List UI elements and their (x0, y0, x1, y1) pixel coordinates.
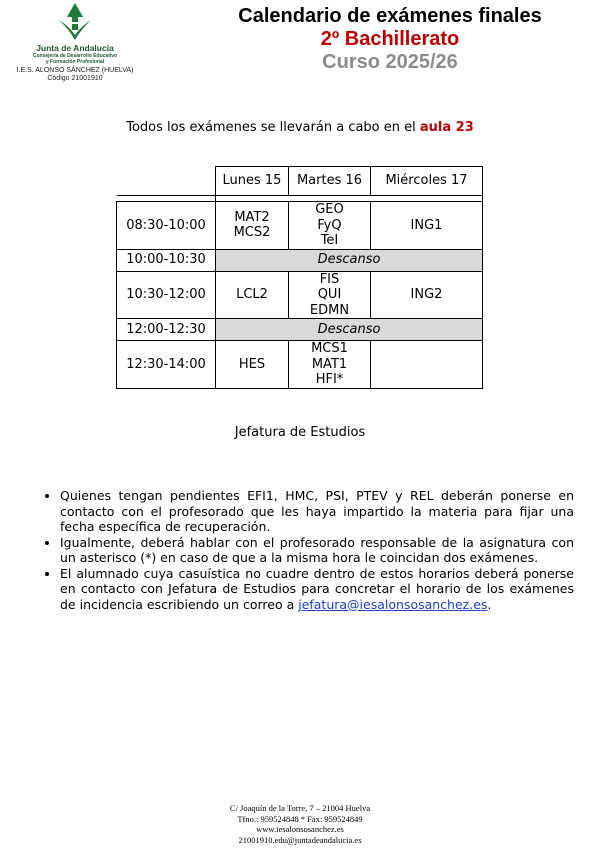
exam-cell (216, 202, 289, 250)
exam-subject: EDMN (309, 302, 350, 318)
table-row (117, 341, 483, 389)
exam-cell-empty (371, 341, 483, 389)
exam-cell (289, 271, 371, 319)
exam-subject: LCL2 (236, 287, 268, 302)
title-block (190, 4, 590, 74)
time-slot: 12:30-14:00 (117, 341, 216, 389)
exam-subject: MCS2 (233, 225, 271, 241)
note-end: . (487, 596, 492, 612)
notes-list (36, 488, 574, 612)
junta-andalucia-logo-icon (55, 2, 95, 42)
time-slot: 08:30-10:00 (117, 202, 216, 250)
footer-website: www.iesalonsosanchez.es (256, 824, 344, 834)
exam-cell (216, 271, 289, 319)
school-name: I.E.S. ALONSO SÁNCHEZ (HUELVA) (16, 67, 134, 74)
page-title: Calendario de exámenes finales (238, 5, 542, 27)
table-row-break (117, 249, 483, 271)
page-subtitle-year: Curso 2025/26 (322, 51, 458, 73)
day-header: Miércoles 17 (371, 167, 483, 196)
note-text: El alumnado cuya casuística no cuadre dentro de estos horarios deberá ponerse en contacto con Jefatura de Estudios para concretar el horario de los exámenes de incidencia escribiendo un correo a (60, 565, 574, 612)
notice-text: Todos los exámenes se llevarán a cabo en el (126, 120, 420, 135)
exam-subject: HES (238, 356, 266, 372)
exam-subject: MAT1 (311, 356, 348, 372)
break-label: Descanso (216, 249, 483, 271)
exam-subject: GEO (315, 202, 344, 217)
exam-cell (216, 341, 289, 389)
note-item: • Quienes tengan pendientes EFI1, HMC, PSI, PTEV y REL deberán ponerse en contacto con el profesorado que les haya impartido la materia para fijar una fecha específica de recuperación. (60, 488, 574, 535)
table-header-row (117, 167, 483, 196)
exam-cell (371, 271, 483, 319)
logo-sub-1: Consejería de Desarrollo Educativo (32, 53, 118, 59)
table-row-break (117, 319, 483, 341)
footer-email: 21001910.edu@juntadeandalucia.es (238, 834, 362, 845)
note-item: • Igualmente, deberá hablar con el profesorado responsable de la asignatura con un asterisco (*) en caso de que a la misma hora le coincidan dos exámenes. (60, 535, 574, 566)
exam-subject: ING2 (410, 287, 443, 302)
exam-subject: HFI* (315, 372, 344, 387)
logo-sub-2: y Formación Profesional (45, 59, 105, 65)
time-slot: 10:30-12:00 (117, 271, 216, 319)
footer-phone: Tfno.: 959524848 * Fax: 959524849 (237, 813, 363, 824)
table-row (117, 271, 483, 319)
day-header: Lunes 15 (216, 167, 289, 196)
exam-cell (289, 202, 371, 250)
exam-subject: TeI (320, 233, 339, 248)
exam-subject: QUI (317, 287, 342, 302)
time-slot: 12:00-12:30 (117, 319, 216, 341)
page-subtitle-course: 2º Bachillerato (320, 28, 460, 50)
notice-aula: aula 23 (419, 120, 474, 135)
page-footer (0, 803, 600, 845)
email-link[interactable]: jefatura@iesalonsosanchez.es (298, 596, 488, 612)
time-slot: 10:00-10:30 (117, 249, 216, 271)
exam-subject: ING1 (410, 217, 443, 233)
break-label: Descanso (216, 319, 483, 341)
table-corner (117, 167, 216, 196)
exam-subject: MAT2 (234, 209, 270, 225)
logo-name: Junta de Andalucía (36, 43, 114, 53)
exam-subject: FyQ (317, 217, 342, 233)
exam-location-notice (0, 120, 600, 135)
school-code: Código 21001910 (47, 75, 103, 82)
table-row (117, 202, 483, 250)
exam-cell (289, 341, 371, 389)
day-header: Martes 16 (289, 167, 371, 196)
exam-subject: MCS1 (311, 341, 348, 356)
exam-schedule-table (116, 166, 483, 389)
exam-cell (371, 202, 483, 250)
jefatura-signature: Jefatura de Estudios (234, 425, 366, 440)
header-logo-block (0, 2, 150, 83)
note-item (60, 566, 574, 613)
footer-address: C/ Joaquín de la Torre, 7 – 21004 Huelva (229, 803, 371, 813)
exam-subject: FIS (319, 271, 340, 287)
